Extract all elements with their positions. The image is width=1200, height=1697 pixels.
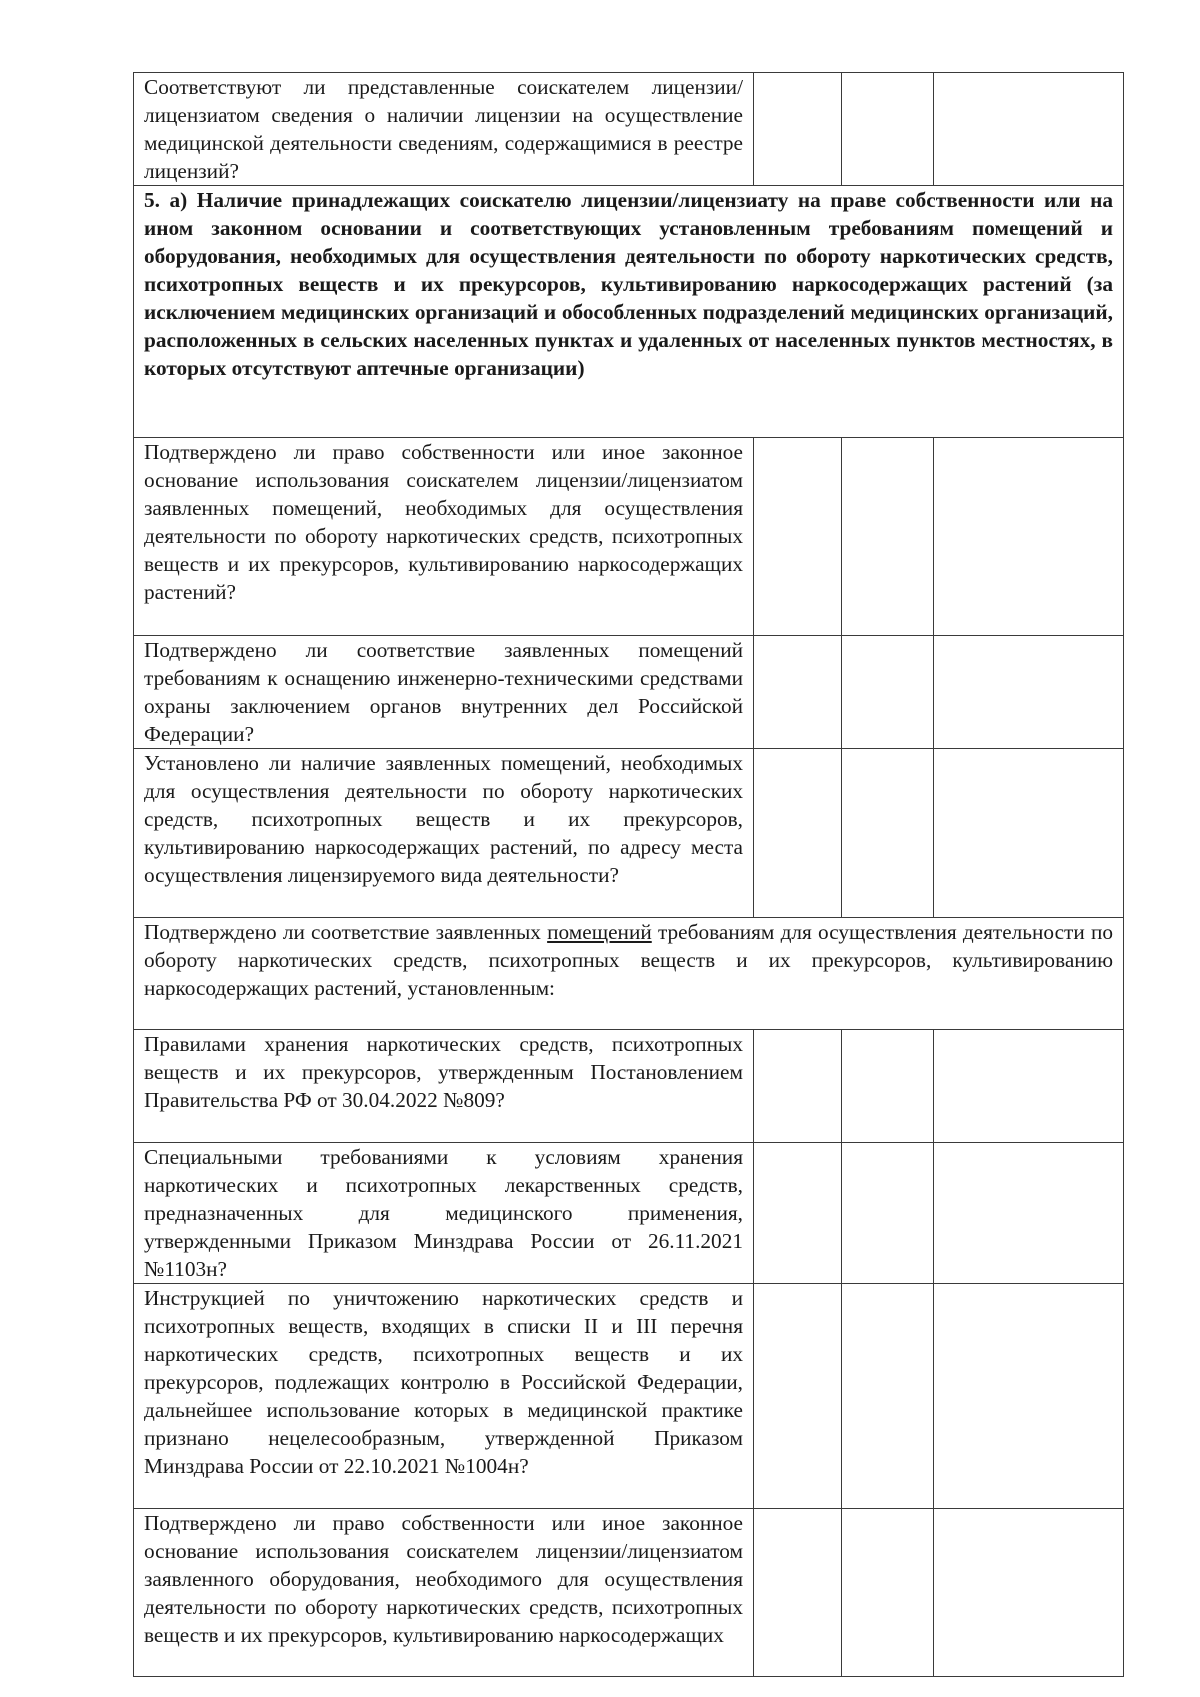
answer-no-cell <box>842 1030 934 1143</box>
answer-yes-cell <box>754 1284 842 1509</box>
table-row <box>134 1509 1124 1677</box>
table-row <box>134 749 1124 918</box>
table-row <box>134 73 1124 186</box>
underlined-term: помещений <box>547 920 652 944</box>
answer-yes-cell <box>754 749 842 918</box>
answer-no-cell <box>842 438 934 636</box>
answer-no-cell <box>842 1143 934 1284</box>
section-heading: 5. а) Наличие принадлежащих соискателю лицензии/лицензиату на праве собственности или на ином законном основании и соответствующих установленным требованиям помещений и оборудования, необходимых для осуществления деятельности по обороту наркотических средств, психотропных веществ и их прекурсоров, культивированию наркосодержащих растений (за исключением медицинских организаций и обособленных подразделений медицинских организаций, расположенных в сельских населенных пунктах и удаленных от населенных пунктов местностях, в которых отсутствуют аптечные организации) <box>134 186 1124 438</box>
wide-statement-start: Подтверждено ли соответствие заявленных <box>144 920 548 944</box>
note-cell <box>934 1284 1124 1509</box>
note-cell <box>934 73 1124 186</box>
table-row <box>134 636 1124 749</box>
answer-yes-cell <box>754 1509 842 1677</box>
table-row <box>134 1143 1124 1284</box>
answer-yes-cell <box>754 1143 842 1284</box>
table-row <box>134 438 1124 636</box>
section-row <box>134 186 1124 438</box>
wide-statement-end: требованиям для осуществления деятельности по обороту наркотических средств, психотропных веществ и их прекурсоров, культивированию наркосодержащих растений, установленным: <box>144 920 1113 1000</box>
note-cell <box>934 636 1124 749</box>
question-cell: Подтверждено ли соответствие заявленных помещений требованиям к оснащению инженерно-техническими средствами охраны заключением органов внутренних дел Российской Федерации? <box>134 636 754 749</box>
checklist-table <box>133 72 1124 1677</box>
note-cell <box>934 1030 1124 1143</box>
answer-yes-cell <box>754 636 842 749</box>
table-row <box>134 1284 1124 1509</box>
answer-yes-cell <box>754 438 842 636</box>
answer-yes-cell <box>754 1030 842 1143</box>
note-cell <box>934 1509 1124 1677</box>
question-cell: Установлено ли наличие заявленных помещений, необходимых для осуществления деятельности по обороту наркотических средств, психотропных веществ и их прекурсоров, культивированию наркосодержащих растений, по адресу места осуществления лицензируемого вида деятельности? <box>134 749 754 918</box>
answer-no-cell <box>842 1284 934 1509</box>
table-row <box>134 1030 1124 1143</box>
question-cell: Соответствуют ли представленные соискателем лицензии/лицензиатом сведения о наличии лицензии на осуществление медицинской деятельности сведениям, содержащимися в реестре лицензий? <box>134 73 754 186</box>
answer-no-cell <box>842 1509 934 1677</box>
answer-no-cell <box>842 749 934 918</box>
question-cell: Подтверждено ли право собственности или иное законное основание использования соискателем лицензии/лицензиатом заявленных помещений, необходимых для осуществления деятельности по обороту наркотических средств, психотропных веществ и их прекурсоров, культивированию наркосодержащих растений? <box>134 438 754 636</box>
answer-yes-cell <box>754 73 842 186</box>
note-cell <box>934 749 1124 918</box>
note-cell <box>934 1143 1124 1284</box>
answer-no-cell <box>842 73 934 186</box>
answer-no-cell <box>842 636 934 749</box>
wide-statement <box>134 918 1124 1030</box>
question-cell: Инструкцией по уничтожению наркотических средств и психотропных веществ, входящих в списки II и III перечня наркотических средств, психотропных веществ и их прекурсоров, подлежащих контролю в Российской Федерации, дальнейшее использование которых в медицинской практике признано нецелесообразным, утвержденной Приказом Минздрава России от 22.10.2021 №1004н? <box>134 1284 754 1509</box>
question-cell: Специальными требованиями к условиям хранения наркотических и психотропных лекарственных средств, предназначенных для медицинского применения, утвержденными Приказом Минздрава России от 26.11.2021 №1103н? <box>134 1143 754 1284</box>
question-cell: Правилами хранения наркотических средств, психотропных веществ и их прекурсоров, утвержденным Постановлением Правительства РФ от 30.04.2022 №809? <box>134 1030 754 1143</box>
question-cell: Подтверждено ли право собственности или иное законное основание использования соискателем лицензии/лицензиатом заявленного оборудования, необходимого для осуществления деятельности по обороту наркотических средств, психотропных веществ и их прекурсоров, культивированию наркосодержащих <box>134 1509 754 1677</box>
wide-row <box>134 918 1124 1030</box>
note-cell <box>934 438 1124 636</box>
